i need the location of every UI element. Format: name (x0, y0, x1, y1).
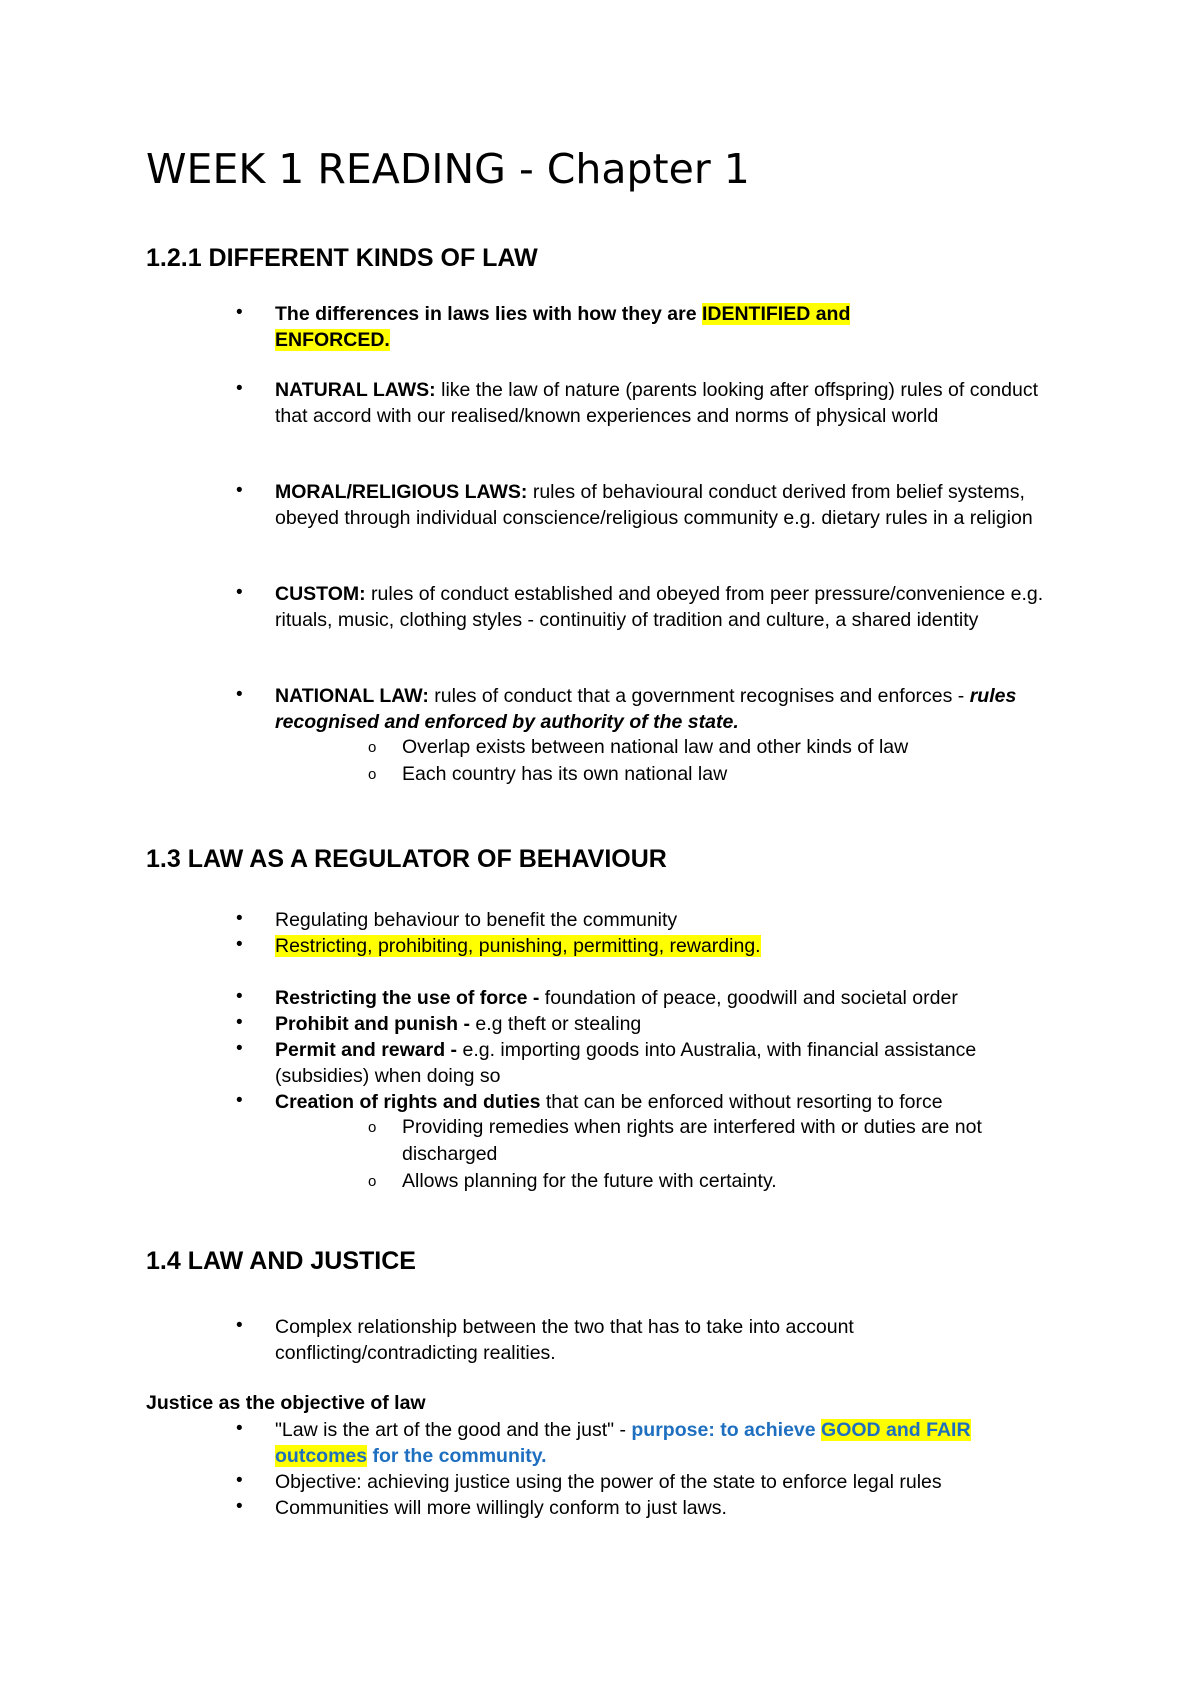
bullet-icon: • (236, 1418, 243, 1439)
item-text: e.g theft or stealing (475, 1013, 642, 1035)
item-label: Restricting the use of force - (275, 987, 545, 1009)
quote-text: "Law is the art of the good and the just" - (275, 1419, 632, 1441)
bullet-icon: • (236, 378, 243, 399)
sub-item-remedies: Providing remedies when rights are interfered with or duties are not discharged (402, 1116, 982, 1165)
bullet-icon: • (236, 1496, 243, 1517)
sub-item-planning: Allows planning for the future with certainty. (402, 1170, 777, 1192)
list-item-communities: Communities will more willingly conform to just laws. (275, 1497, 727, 1519)
item-text: rules of conduct that a government recognises and enforces - (428, 685, 970, 707)
item-label: Permit and reward - (275, 1039, 463, 1061)
bullet-icon: • (236, 934, 243, 955)
list-item-restricting-summary (275, 933, 1075, 959)
item-label: Prohibit and punish - (275, 1013, 476, 1035)
blue-text: purpose: to achieve (631, 1419, 822, 1441)
item-label: NATURAL LAWS: (275, 379, 436, 401)
bullet-icon: • (236, 1012, 243, 1033)
blue-highlighted-text: GOOD and FAIR outcomes (275, 1419, 971, 1467)
list-item-natural-laws (275, 377, 1075, 429)
hollow-circle-icon: o (368, 766, 377, 783)
list-item-custom (275, 581, 1075, 633)
blue-text: for the community. (367, 1445, 547, 1467)
hollow-circle-icon: o (368, 739, 377, 756)
list-item-objective: Objective: achieving justice using the power of the state to enforce legal rules (275, 1471, 942, 1493)
subheading-justice-objective: Justice as the objective of law (146, 1392, 426, 1414)
highlighted-text: Restricting, prohibiting, punishing, permitting, rewarding. (275, 935, 761, 957)
section-heading-regulator: 1.3 LAW AS A REGULATOR OF BEHAVIOUR (146, 845, 667, 873)
section-heading-law-justice: 1.4 LAW AND JUSTICE (146, 1247, 416, 1275)
item-label: NATIONAL LAW: (275, 685, 429, 707)
bullet-icon: • (236, 302, 243, 323)
bullet-icon: • (236, 1090, 243, 1111)
bullet-icon: • (236, 1470, 243, 1491)
item-text: rules of conduct established and obeyed from peer pressure/convenience e.g. rituals, music, clothing styles - continuitiy of tradition and culture, a shared identity (275, 583, 1044, 631)
bullet-icon: • (236, 1038, 243, 1059)
list-item-rights-duties (275, 1089, 1075, 1115)
list-item-permit-reward (275, 1037, 995, 1089)
bullet-icon: • (236, 986, 243, 1007)
sub-item-each-country: Each country has its own national law (402, 763, 728, 785)
item-label: Creation of rights and duties (275, 1091, 541, 1113)
item-text: like the law of nature (parents looking after offspring) rules of conduct that accord with our realised/known experiences and norms of physical world (275, 379, 1038, 427)
list-item-prohibit-punish (275, 1011, 1075, 1037)
bullet-icon: • (236, 684, 243, 705)
list-item-restricting-force (275, 985, 1075, 1011)
emphasis-text: rules recognised and enforced by authority of the state. (275, 685, 1017, 733)
list-item-law-art-quote (275, 1417, 1045, 1469)
item-text: rules of behavioural conduct derived from belief systems, obeyed through individual conscience/religious community e.g. dietary rules in a religion (275, 481, 1033, 529)
bullet-icon: • (236, 908, 243, 929)
item-label: CUSTOM: (275, 583, 366, 605)
item-text: e.g. importing goods into Australia, with financial assistance (subsidies) when doing so (275, 1039, 977, 1087)
bullet-icon: • (236, 582, 243, 603)
item-label: MORAL/RELIGIOUS LAWS: (275, 481, 528, 503)
hollow-circle-icon: o (368, 1173, 377, 1190)
list-item-national-law (275, 683, 1075, 735)
list-item-differences (275, 301, 955, 353)
list-item-regulating: Regulating behaviour to benefit the community (275, 909, 678, 931)
hollow-circle-icon: o (368, 1119, 377, 1136)
item-text: that can be enforced without resorting to force (540, 1091, 943, 1113)
section-heading-kinds-of-law: 1.2.1 DIFFERENT KINDS OF LAW (146, 244, 538, 272)
document-title: WEEK 1 READING - Chapter 1 (146, 145, 750, 193)
list-item-moral-religious-laws (275, 479, 1075, 531)
highlighted-text: IDENTIFIED and ENFORCED. (275, 303, 851, 351)
item-text: The differences in laws lies with how they are (275, 303, 702, 325)
item-text: foundation of peace, goodwill and societal order (544, 987, 958, 1009)
bullet-icon: • (236, 1315, 243, 1336)
list-item-complex-relationship: Complex relationship between the two that has to take into account conflicting/contradicting realities. (275, 1316, 854, 1364)
bullet-icon: • (236, 480, 243, 501)
sub-item-overlap: Overlap exists between national law and other kinds of law (402, 736, 909, 758)
